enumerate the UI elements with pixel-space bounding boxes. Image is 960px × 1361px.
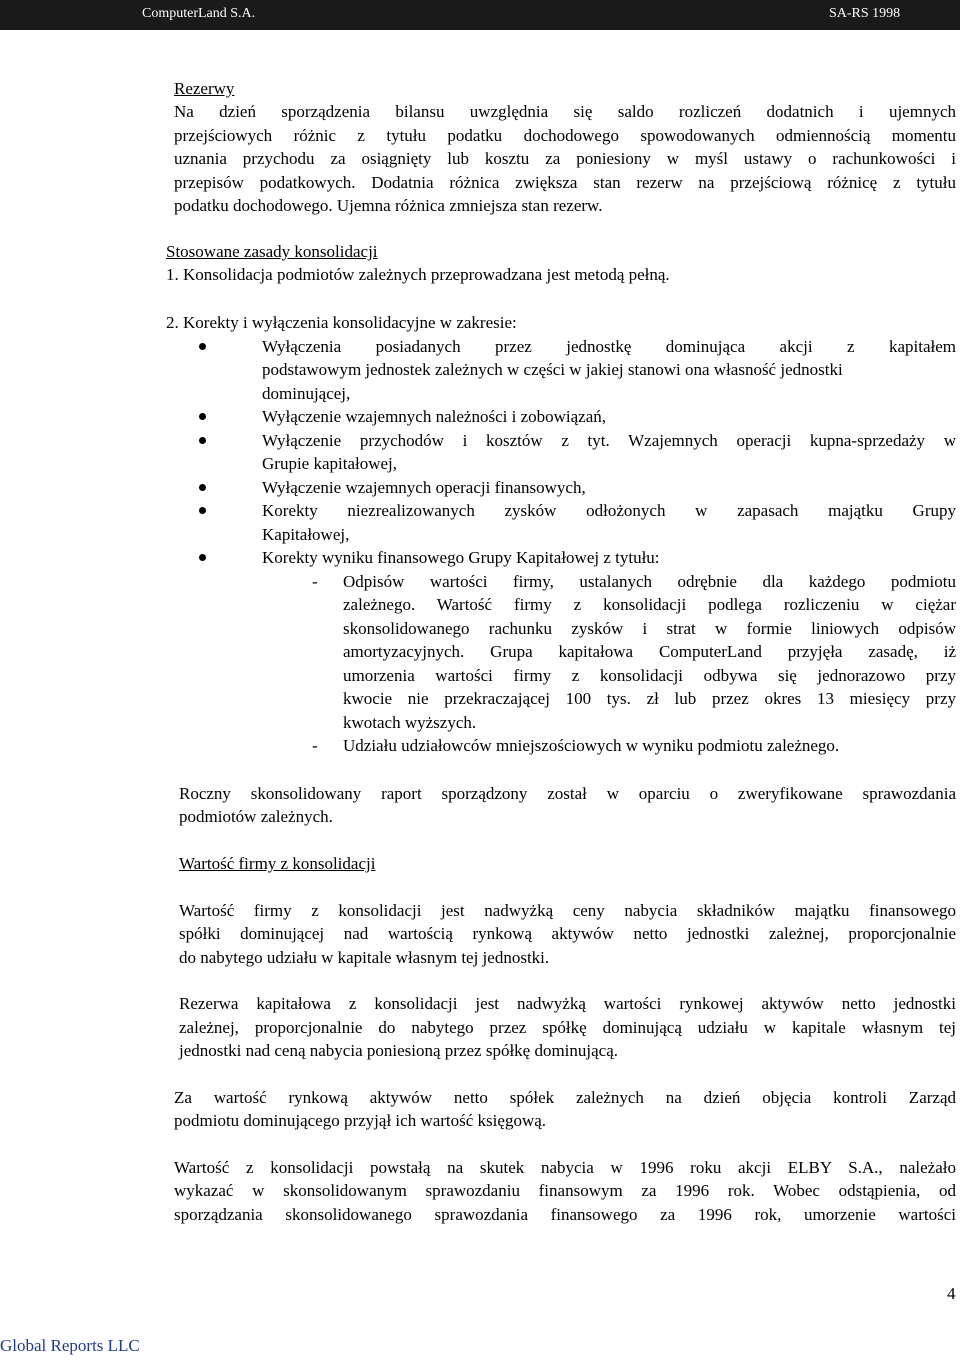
dash-marker: - <box>312 572 318 591</box>
bullet-icon <box>199 343 206 350</box>
header-report-id: SA-RS 1998 <box>829 6 901 21</box>
bullet-icon <box>199 413 206 420</box>
dash-text-line: umorzenia wartości firmy z konsolidacji odbywa się jednorazowo przy <box>343 666 956 685</box>
section-heading-rezerwy: Rezerwy <box>174 79 235 98</box>
bullet-text-line: podstawowym jednostek zależnych w części w jakiej stanowi ona własność jednostki <box>262 360 843 379</box>
bullet-text-line: Wyłączenie przychodów i kosztów z tyt. Wzajemnych operacji kupna-sprzedaży w <box>262 431 956 450</box>
page-header <box>0 0 960 30</box>
text-line: spółki dominującej nad wartością rynkową aktywów netto jednostki zależnej, proporcjonalnie <box>179 924 956 943</box>
text-line: jednostki nad ceną nabycia poniesioną przez spółkę dominującą. <box>179 1041 619 1060</box>
text-line: przepisów podatkowych. Dodatnia różnica zwiększa stan rezerw na przejściową różnicę z tytułu <box>174 173 956 192</box>
text-line: podmiotu dominującego przyjął ich wartość księgową. <box>174 1111 547 1130</box>
text-line: wykazać w skonsolidowanym sprawozdaniu finansowym za 1996 rok. Wobec odstąpienia, od <box>174 1181 956 1200</box>
text-line: zależnej, proporcjonalnie do nabytego przez spółkę dominującą udziału w kapitale własnym tej <box>179 1018 956 1037</box>
bullet-text-line: Wyłączenie wzajemnych należności i zobowiązań, <box>262 407 607 426</box>
bullet-text-line: Kapitałowej, <box>262 525 350 544</box>
text-line: Roczny skonsolidowany raport sporządzony został w oparciu o zweryfikowane sprawozdania <box>179 784 956 803</box>
bullet-text-line: Korekty niezrealizowanych zysków odłożonych w zapasach majątku Grupy <box>262 501 956 520</box>
dash-text-line: skonsolidowanego rachunku zysków i strat w formie liniowych odpisów <box>343 619 956 638</box>
bullet-text-line: Korekty wyniku finansowego Grupy Kapitałowej z tytułu: <box>262 548 660 567</box>
bullet-text-line: dominującej, <box>262 384 351 403</box>
page-number: 4 <box>947 1284 956 1303</box>
dash-text-line: Udziału udziałowców mniejszościowych w wyniku podmiotu zależnego. <box>343 736 840 755</box>
bullet-icon <box>199 484 206 491</box>
bullet-text-line: Wyłączenie wzajemnych operacji finansowych, <box>262 478 586 497</box>
text-line: uznania przychodu za osiągnięty lub kosztu za poniesiony w myśl ustawy o rachunkowości i <box>174 149 956 168</box>
text-line: Za wartość rynkową aktywów netto spółek zależnych na dzień objęcia kontroli Zarząd <box>174 1088 956 1107</box>
numbered-item-2: 2. Korekty i wyłączenia konsolidacyjne w zakresie: <box>166 313 517 332</box>
text-line: przejściowych różnic z tytułu podatku dochodowego spowodowanych odmiennością momentu <box>174 126 956 145</box>
text-line: sporządzania skonsolidowanego sprawozdania finansowego za 1996 rok, umorzenie wartości <box>174 1205 956 1224</box>
bullet-icon <box>199 507 206 514</box>
dash-text-line: Odpisów wartości firmy, ustalanych odrębnie dla każdego podmiotu <box>343 572 956 591</box>
text-line: Rezerwa kapitałowa z konsolidacji jest nadwyżką wartości rynkowej aktywów netto jednostki <box>179 994 956 1013</box>
footer-source: Global Reports LLC <box>0 1336 140 1355</box>
header-company: ComputerLand S.A. <box>142 6 256 21</box>
text-line: podmiotów zależnych. <box>179 807 333 826</box>
text-line: do nabytego udziału w kapitale własnym tej jednostki. <box>179 948 550 967</box>
section-heading-wartosc-firmy: Wartość firmy z konsolidacji <box>179 854 376 873</box>
dash-marker: - <box>312 736 318 755</box>
bullet-icon <box>199 554 206 561</box>
text-line: Na dzień sporządzenia bilansu uwzględnia się saldo rozliczeń dodatnich i ujemnych <box>174 102 956 121</box>
bullet-icon <box>199 437 206 444</box>
text-line: Wartość z konsolidacji powstałą na skutek nabycia w 1996 roku akcji ELBY S.A., należało <box>174 1158 956 1177</box>
numbered-item-1: 1. Konsolidacja podmiotów zależnych przeprowadzana jest metodą pełną. <box>166 265 670 284</box>
dash-text-line: zależnego. Wartość firmy z konsolidacji podlega rozliczeniu w ciężar <box>343 595 956 614</box>
bullet-text-line: Grupie kapitałowej, <box>262 454 398 473</box>
dash-text-line: kwotach wyższych. <box>343 713 477 732</box>
dash-text-line: kwocie nie przekraczającej 100 tys. zł lub przez okres 13 miesięcy przy <box>343 689 956 708</box>
text-line: Wartość firmy z konsolidacji jest nadwyżką ceny nabycia składników majątku finansowego <box>179 901 956 920</box>
text-line: podatku dochodowego. Ujemna różnica zmniejsza stan rezerw. <box>174 196 603 215</box>
bullet-text-line: Wyłączenia posiadanych przez jednostkę dominująca akcji z kapitałem <box>262 337 956 356</box>
section-heading-konsolidacja: Stosowane zasady konsolidacji <box>166 242 378 261</box>
dash-text-line: amortyzacyjnych. Grupa kapitałowa ComputerLand przyjęła zasadę, iż <box>343 642 956 661</box>
